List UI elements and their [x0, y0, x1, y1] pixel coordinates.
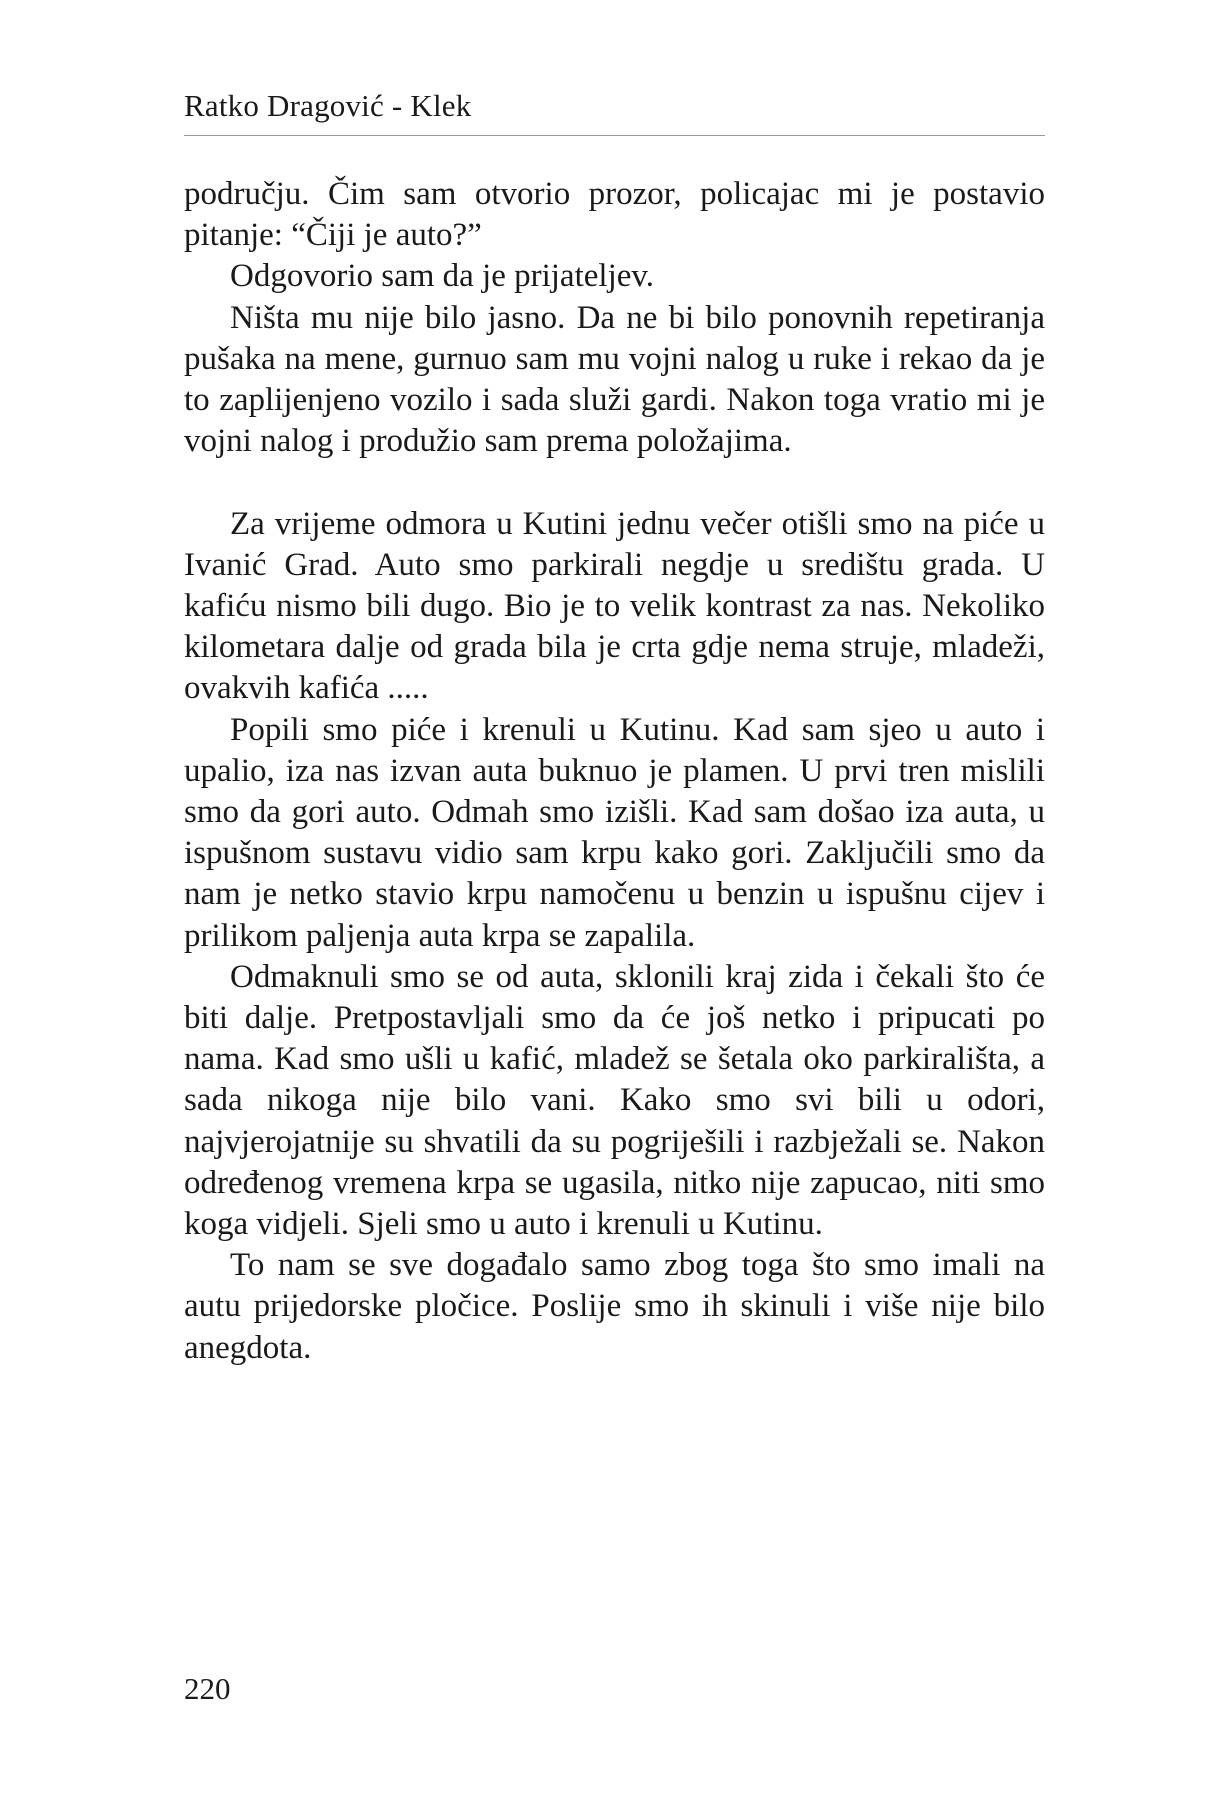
paragraph-section-start: Za vrijeme odmora u Kutini jednu večer otišli smo na piće u Ivanić Grad. Auto smo parkirali negdje u središtu grada. U kafiću nismo bili dugo. Bio je to velik kontrast za nas. Nekoliko kilometara dalje od grada bila je crta gdje nema struje, mladeži, ovakvih kafića ..... — [184, 505, 1045, 707]
header-divider — [184, 135, 1045, 136]
page-body — [184, 174, 1045, 1369]
paragraph: Odgovorio sam da je prijateljev. — [230, 258, 654, 295]
paragraph: Odmaknuli smo se od auta, sklonili kraj zida i čekali što će biti dalje. Pretpostavljali smo da će još netko i pripucati po nama. Kad smo ušli u kafić, mladež se šetala oko parkirališta, a sada nikoga nije bilo vani. Kako smo svi bili u odori, najvjerojatnije su shvatili da su pogriješili i razbježali se. Nakon određenog vremena krpa se ugasila, nitko nije zapucao, niti smo koga vidjeli. Sjeli smo u auto i krenuli u Kutinu. — [184, 958, 1045, 1243]
running-header: Ratko Dragović - Klek — [184, 88, 472, 123]
paragraph: Popili smo piće i krenuli u Kutinu. Kad sam sjeo u auto i upalio, iza nas izvan auta buknuo je plamen. U prvi tren mislili smo da gori auto. Odmah smo izišli. Kad sam došao iza auta, u ispušnom sustavu vidio sam krpu kako gori. Zaključili smo da nam je netko stavio krpu namočenu u benzin u ispušnu cijev i prilikom paljenja auta krpa se zapalila. — [184, 711, 1045, 954]
paragraph: To nam se sve događalo samo zbog toga što smo imali na autu prijedorske pločice. Poslije smo ih skinuli i više nije bilo anegdota. — [184, 1247, 1045, 1366]
paragraph-continued: području. Čim sam otvorio prozor, policajac mi je postavio pitanje: “Čiji je auto?” — [184, 176, 1045, 254]
page-number: 220 — [184, 1671, 231, 1706]
paragraph: Ništa mu nije bilo jasno. Da ne bi bilo ponovnih repetiranja pušaka na mene, gurnuo sam mu vojni nalog u ruke i rekao da je to zaplijenjeno vozilo i sada služi gardi. Nakon toga vratio mi je vojni nalog i produžio sam prema položajima. — [184, 299, 1045, 460]
